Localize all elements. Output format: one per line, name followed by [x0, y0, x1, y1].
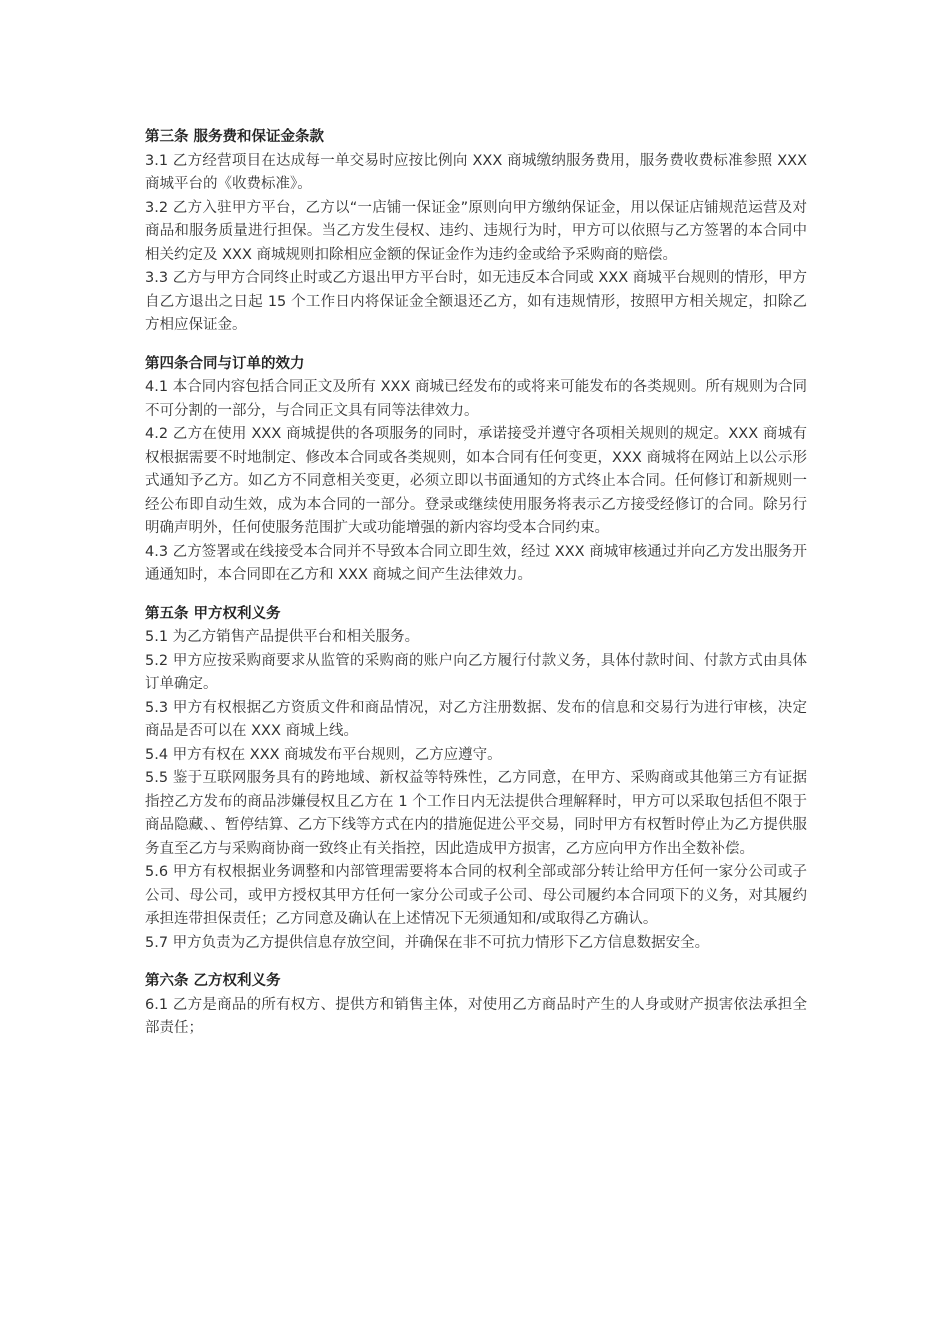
- section-article-6: [145, 970, 807, 1041]
- section-heading: 第四条合同与订单的效力: [145, 355, 305, 372]
- clause-3-3: 3.3 乙方与甲方合同终止时或乙方退出甲方平台时，如无违反本合同或 XXX 商城平台规则的情形，甲方自乙方退出之日起 15 个工作日内将保证金全额退还乙方，如有违规情形，按照甲方相关规定，扣除乙方相应保证金。: [145, 270, 807, 333]
- clause-5-6: 5.6 甲方有权根据业务调整和内部管理需要将本合同的权利全部或部分转让给甲方任何一家分公司或子公司、母公司，或甲方授权其甲方任何一家分公司或子公司、母公司履约本合同项下的义务，对其履约承担连带担保责任；乙方同意及确认在上述情况下无须通知和/或取得乙方确认。: [145, 864, 807, 927]
- clause-4-3: 4.3 乙方签署或在线接受本合同并不导致本合同立即生效，经过 XXX 商城审核通过并向乙方发出服务开通通知时，本合同即在乙方和 XXX 商城之间产生法律效力。: [145, 543, 807, 583]
- clause-5-5: 5.5 鉴于互联网服务具有的跨地域、新权益等特殊性，乙方同意，在甲方、采购商或其他第三方有证据指控乙方发布的商品涉嫌侵权且乙方在 1 个工作日内无法提供合理解释时，甲方可以采取包括但不限于商品隐藏、、暂停结算、乙方下线等方式在内的措施促进公平交易，同时甲方有权暂时停止为乙方提供服务直至乙方与采购商协商一致终止有关指控，因此造成甲方损害，乙方应向甲方作出全数补偿。: [145, 770, 807, 857]
- document-body: [145, 126, 807, 1056]
- clause-5-4: 5.4 甲方有权在 XXX 商城发布平台规则，乙方应遵守。: [145, 746, 502, 763]
- clause-5-7: 5.7 甲方负责为乙方提供信息存放空间，并确保在非不可抗力情形下乙方信息数据安全。: [145, 934, 710, 951]
- clause-6-1: 6.1 乙方是商品的所有权方、提供方和销售主体，对使用乙方商品时产生的人身或财产损害依法承担全部责任；: [145, 996, 807, 1036]
- section-article-5: [145, 603, 807, 956]
- clause-5-1: 5.1 为乙方销售产品提供平台和相关服务。: [145, 629, 420, 645]
- clause-5-3: 5.3 甲方有权根据乙方资质文件和商品情况，对乙方注册数据、发布的信息和交易行为进行审核，决定商品是否可以在 XXX 商城上线。: [145, 699, 807, 739]
- section-article-3: [145, 126, 807, 338]
- clause-3-1: 3.1 乙方经营项目在达成每一单交易时应按比例向 XXX 商城缴纳服务费用，服务费收费标准参照 XXX 商城平台的《收费标准》。: [145, 152, 807, 192]
- clause-3-2: 3.2 乙方入驻甲方平台，乙方以“一店铺一保证金”原则向甲方缴纳保证金，用以保证店铺规范运营及对商品和服务质量进行担保。当乙方发生侵权、违约、违规行为时，甲方可以依照与乙方签署的本合同中相关约定及 XXX 商城规则扣除相应金额的保证金作为违约金或给予采购商的赔偿。: [145, 199, 807, 263]
- section-heading: 第五条 甲方权利义务: [145, 605, 281, 622]
- clause-4-1: 4.1 本合同内容包括合同正文及所有 XXX 商城已经发布的或将来可能发布的各类规则。所有规则为合同不可分割的一部分，与合同正文具有同等法律效力。: [145, 379, 807, 419]
- clause-4-2: 4.2 乙方在使用 XXX 商城提供的各项服务的同时，承诺接受并遵守各项相关规则的规定。XXX 商城有权根据需要不时地制定、修改本合同或各类规则，如本合同有任何变更，XXX 商城将在网站上以公示形式通知予乙方。如乙方不同意相关变更，必须立即以书面通知的方式终止本合同。任何修订和新规则一经公布即自动生效，成为本合同的一部分。登录或继续使用服务将表示乙方接受经修订的合同。除另行明确声明外，任何使服务范围扩大或功能增强的新内容均受本合同约束。: [145, 426, 807, 536]
- clause-5-2: 5.2 甲方应按采购商要求从监管的采购商的账户向乙方履行付款义务，具体付款时间、付款方式由具体订单确定。: [145, 652, 807, 692]
- section-heading: 第三条 服务费和保证金条款: [145, 129, 325, 145]
- section-heading: 第六条 乙方权利义务: [145, 973, 281, 989]
- section-article-4: [145, 353, 807, 588]
